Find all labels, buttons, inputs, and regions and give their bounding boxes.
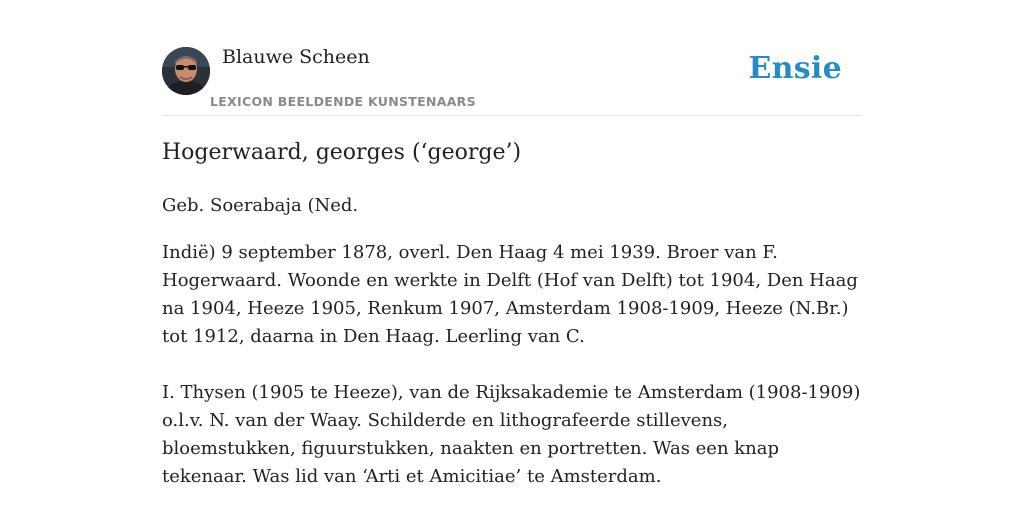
entry-card: [162, 0, 862, 512]
entry-header: [162, 0, 862, 116]
author-name[interactable]: Blauwe Scheen: [222, 46, 370, 68]
entry-paragraph: Indië) 9 september 1878, overl. Den Haag 4 mei 1939. Broer van F. Hogerwaard. Woonde en werkte in Delft (Hof van Delft) tot 1904, Den Haag na 1904, Heeze 1905, Renkum 1907, Amsterdam 1908-1909, Heeze (N.Br.) tot 1912, daarna in Den Haag. Leerling van C.: [162, 242, 858, 347]
ensie-logo[interactable]: Ensie: [748, 51, 842, 86]
entry-title: Hogerwaard, georges (‘george’): [162, 140, 522, 165]
author-avatar[interactable]: [162, 47, 210, 95]
entry-paragraph: I. Thysen (1905 te Heeze), van de Rijksakademie te Amsterdam (1908-1909) o.l.v. N. van der Waay. Schilderde en lithografeerde stillevens, bloemstukken, figuurstukken, naakten en portretten. Was een knap tekenaar. Was lid van ‘Arti et Amicitiae’ te Amsterdam.: [162, 382, 861, 487]
lexicon-label[interactable]: LEXICON BEELDENDE KUNSTENAARS: [210, 94, 476, 109]
author-photo: [162, 47, 210, 95]
entry-paragraph: Geb. Soerabaja (Ned.: [162, 195, 359, 216]
